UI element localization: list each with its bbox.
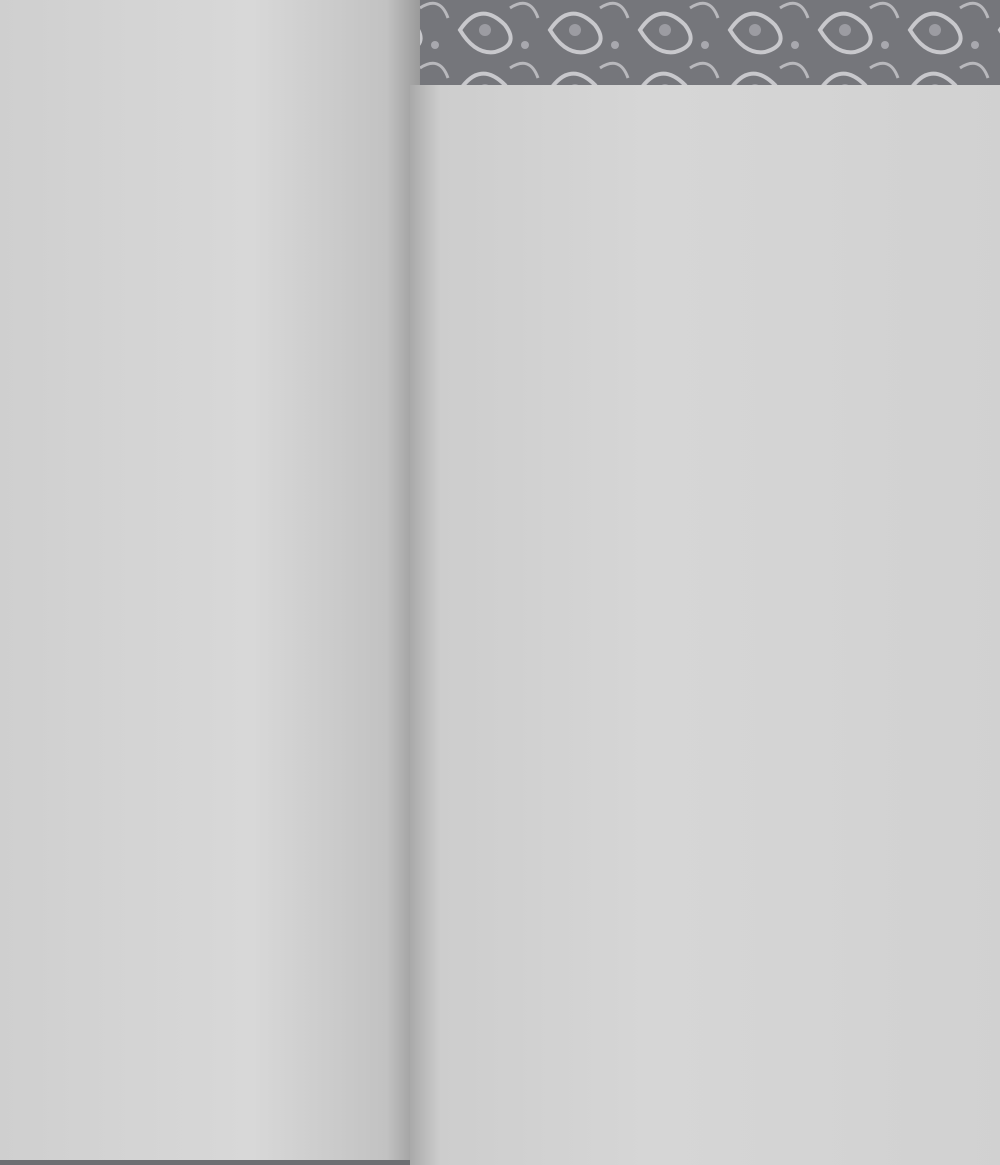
reference-list — [6, 70, 420, 95]
left-page — [0, 0, 420, 1160]
right-page — [410, 85, 1000, 1165]
